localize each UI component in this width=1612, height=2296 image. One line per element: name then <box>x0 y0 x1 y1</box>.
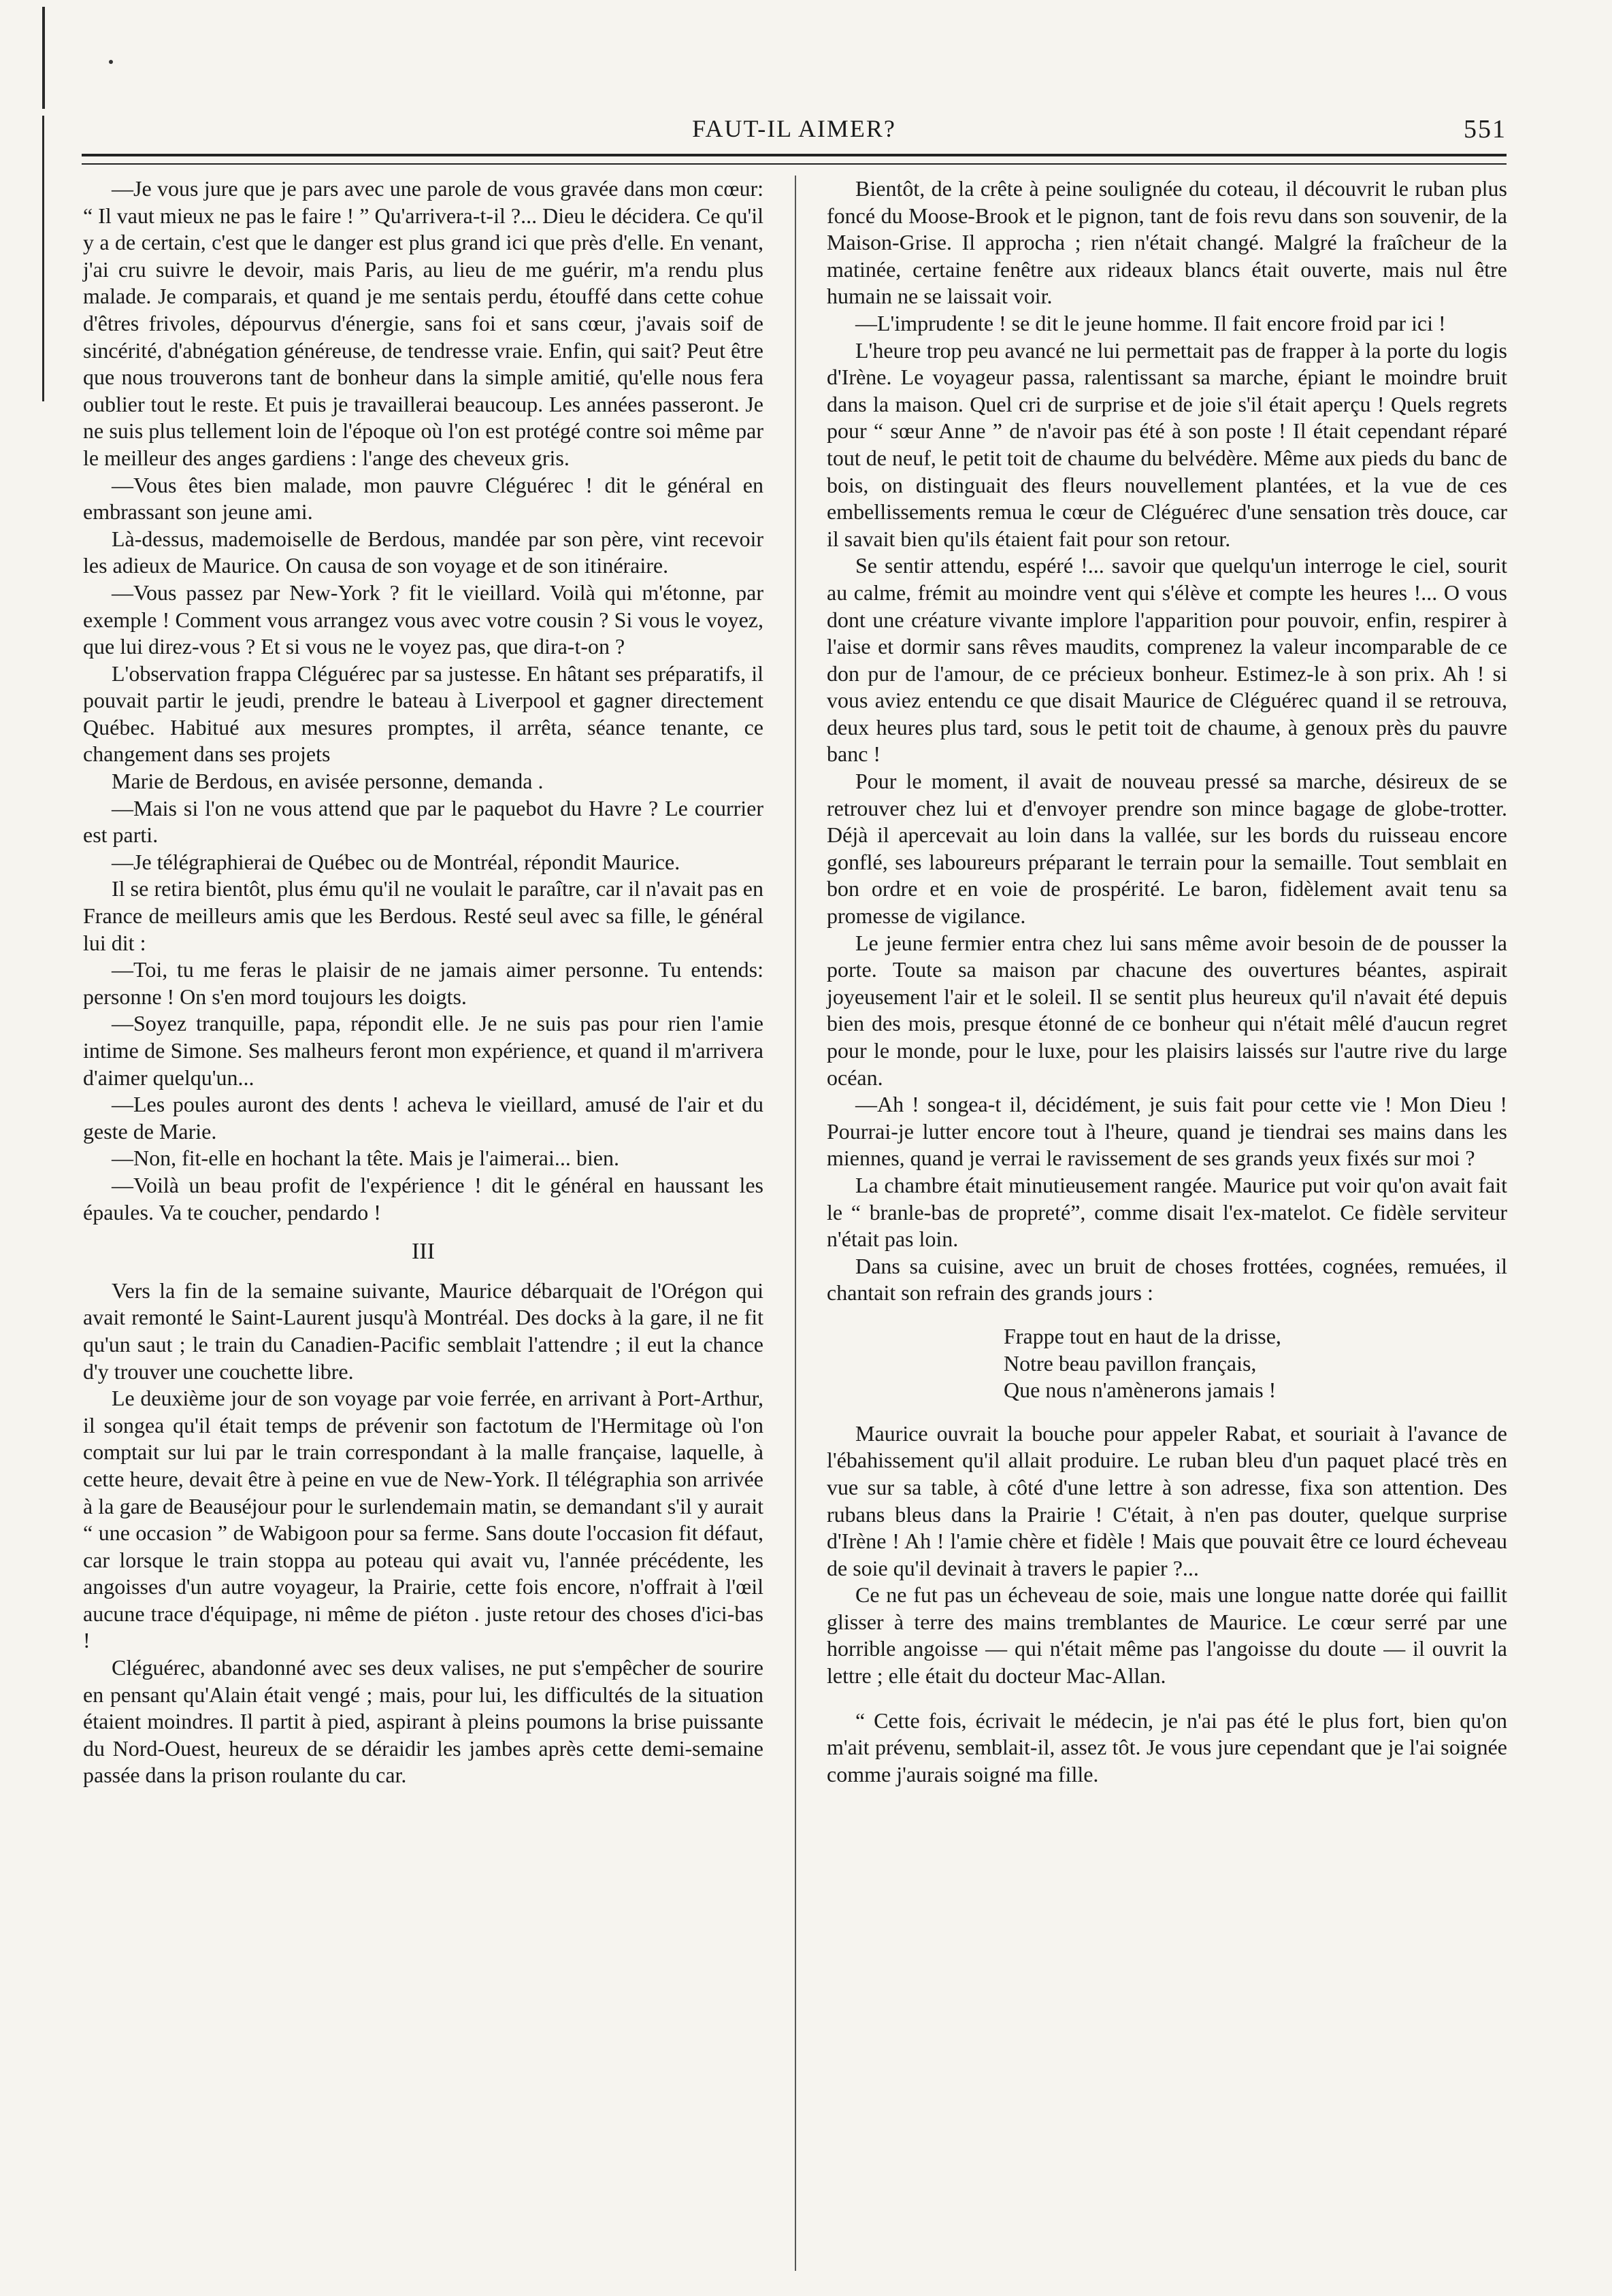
running-title: FAUT-IL AIMER? <box>692 115 896 142</box>
paragraph: Ce ne fut pas un écheveau de soie, mais une longue natte dorée qui faillit glisser à terre des mains tremblantes de Maurice. Le cœur serré par une horrible angoisse — qui n'était même pas l'angoisse du doute — il ouvrit la lettre ; elle était du docteur Mac-Allan. <box>827 1582 1507 1688</box>
paragraph: —Voilà un beau profit de l'expérience ! dit le général en haussant les épaules. Va te coucher, pendardo ! <box>83 1172 763 1225</box>
paragraph: —Toi, tu me feras le plaisir de ne jamais aimer personne. Tu entends: personne ! On s'en mord toujours les doigts. <box>83 957 763 1009</box>
paragraph: —Les poules auront des dents ! acheva le vieillard, amusé de l'air et du geste de Marie. <box>83 1092 763 1144</box>
paragraph: Bientôt, de la crête à peine soulignée du coteau, il découvrit le ruban plus foncé du Moose-Brook et le pignon, tant de fois revu dans son souvenir, de la Maison-Grise. Il approcha ; rien n'était changé. Malgré la fraîcheur de la matinée, certaine fenêtre aux rideaux blancs était ouverte, mais nul être humain ne se laissait voir. <box>827 176 1507 309</box>
running-header <box>82 114 1507 152</box>
verse-line: Que nous n'amènerons jamais ! <box>1004 1378 1277 1403</box>
paragraph: —Ah ! songea-t il, décidément, je suis fait pour cette vie ! Mon Dieu ! Pourrai-je lutter encore tout à l'heure, quand je tiendrai ses mains dans les miennes, quand je verrai le ravissement de ses grands yeux fixés sur moi ? <box>827 1092 1507 1171</box>
paragraph: Marie de Berdous, en avisée personne, demanda . <box>112 769 544 794</box>
paragraph: —Mais si l'on ne vous attend que par le paquebot du Havre ? Le courrier est parti. <box>83 795 763 848</box>
section-heading: III <box>412 1239 435 1265</box>
paragraph: Pour le moment, il avait de nouveau pressé sa marche, désireux de se retrouver chez lui et d'envoyer prendre son mince bagage de globe-trotter. Déjà il apercevait au loin dans la vallée, sur les bords du ruisseau encore gonflé, ses laboureurs préparant le terrain pour la semaille. Tout semblait en bon ordre et en voie de prospérité. Le baron, fidèlement avait tenu sa promesse de vigilance. <box>827 769 1507 929</box>
verse-line: Notre beau pavillon français, <box>1004 1350 1257 1376</box>
paragraph: —Soyez tranquille, papa, répondit elle. Je ne suis pas pour rien l'amie intime de Simone. Ses malheurs feront mon expérience, et quand il m'arrivera d'aimer quelqu'un... <box>83 1011 763 1090</box>
paragraph: —Non, fit-elle en hochant la tête. Mais je l'aimerai... bien. <box>112 1146 619 1171</box>
paragraph: La chambre était minutieusement rangée. Maurice put voir qu'on avait fait le “ branle-bas de propreté”, comme disait l'ex-matelot. Ce fidèle serviteur n'était pas loin. <box>827 1172 1507 1252</box>
ink-dot <box>109 60 113 64</box>
page-number: 551 <box>1464 115 1507 144</box>
margin-bar <box>42 7 45 109</box>
column-divider <box>795 176 796 2271</box>
paragraph: —Je vous jure que je pars avec une parole de vous gravée dans mon cœur: “ Il vaut mieux ne pas le faire ! ” Qu'arrivera-t-il ?... Dieu le décidera. Ce qu'il y a de certain, c'est que le danger est plus grand ici que près d'elle. En venant, j'ai cru suivre le devoir, mais Paris, au lieu de me guérir, m'a rendu plus malade. Je comparais, et quand je me sentais perdu, étouffé dans cette cohue d'êtres frivoles, dépourvus d'énergie, sans foi et sans cœur, j'avais soif de sincérité, d'abnégation généreuse, de tendresse vraie. Enfin, qui sait? Peut être que nous trouverons tant de bonheur dans la simple amitié, qu'elle nous fera oublier tout le reste. Et puis je travaillerai beaucoup. Les années passeront. Je ne suis plus tellement loin de l'époque où l'on est protégé contre soi même par le meilleur des anges gardiens : l'ange des cheveux gris. <box>83 176 763 470</box>
paragraph: L'heure trop peu avancé ne lui permettait pas de frapper à la porte du logis d'Irène. Le voyageur passa, ralentissant sa marche, épiant le moindre bruit dans la maison. Quel cri de surprise et de joie s'il était aperçu ! Quels regrets pour “ sœur Anne ” de n'avoir pas été à son poste ! Il était cependant réparé tout de neuf, le petit toit de chaume du belvédère. Même aux pieds du banc de bois, on distinguait des fleurs nouvellement plantées, et la vue de ces embellissements remua le cœur de Cléguérec d'une sensation très douce, car il savait bien qu'ils étaient fait pour son retour. <box>827 337 1507 551</box>
header-rule <box>82 154 1507 165</box>
paragraph: Cléguérec, abandonné avec ses deux valises, ne put s'empêcher de sourire en pensant qu'Alain était vengé ; mais, pour lui, les difficultés de la situation étaient moindres. Il partit à pied, aspirant à pleins poumons la brise puissante du Nord-Ouest, heureux de se déraidir les jambes après cette demi-semaine passée dans la prison roulante du car. <box>83 1655 763 1788</box>
paragraph: —Vous êtes bien malade, mon pauvre Cléguérec ! dit le général en embrassant son jeune ami. <box>83 472 763 525</box>
right-column <box>827 176 1507 1788</box>
paragraph: Le jeune fermier entra chez lui sans même avoir besoin de de pousser la porte. Toute sa maison par chacune des ouvertures béantes, aspirait joyeusement l'air et le soleil. Il se sentit plus heureux qu'il n'avait été depuis bien des mois, presque étonné de ce bonheur qui n'était mêlé d'aucun regret pour le monde, pour le luxe, pour les plaisirs laissés sur l'autre rive du large océan. <box>827 930 1507 1090</box>
paragraph: Se sentir attendu, espéré !... savoir que quelqu'un interroge le ciel, sourit au calme, frémit au moindre vent qui s'élève et compte les heures !... O vous dont une créature vivante implore l'apparition pour pouvoir, enfin, respirer à l'aise et dormir sans rêves maudits, comprenez la valeur incomparable de ce don pur de l'amour, de ce précieux bonheur. Estimez-le à son prix. Ah ! si vous aviez entendu ce que disait Maurice de Cléguérec quand il se retrouva, deux heures plus tard, sous le petit toit de chaume, à genoux près du pauvre banc ! <box>827 553 1507 767</box>
verse-line: Frappe tout en haut de la drisse, <box>1004 1323 1281 1348</box>
paragraph: Là-dessus, mademoiselle de Berdous, mandée par son père, vint recevoir les adieux de Maurice. On causa de son voyage et de son itinéraire. <box>83 526 763 578</box>
paragraph: Il se retira bientôt, plus ému qu'il ne voulait le paraître, car il n'avait pas en France de meilleurs amis que les Berdous. Resté seul avec sa fille, le général lui dit : <box>83 876 763 955</box>
paragraph: Dans sa cuisine, avec un bruit de choses frottées, cognées, remuées, il chantait son refrain des grands jours : <box>827 1253 1507 1305</box>
song-verse <box>1004 1323 1507 1404</box>
paragraph: L'observation frappa Cléguérec par sa justesse. En hâtant ses préparatifs, il pouvait partir le jeudi, prendre le bateau à Liverpool et gagner directement Québec. Habitué aux mesures promptes, il arrêta, séance tenante, ce changement dans ses projets <box>83 661 763 767</box>
paragraph: Maurice ouvrait la bouche pour appeler Rabat, et souriait à l'avance de l'ébahissement qu'il allait produire. Le ruban bleu d'un paquet placé très en vue sur sa table, à côté d'une lettre à son adresse, fixa son attention. Des rubans bleus dans la Prairie ! C'était, à n'en pas douter, quelque surprise d'Irène ! Ah ! l'amie chère et fidèle ! Mais que pouvait être ce lourd écheveau de soie qu'il devinait à travers le papier ?... <box>827 1420 1507 1580</box>
paragraph: “ Cette fois, écrivait le médecin, je n'ai pas été le plus fort, bien qu'on m'ait prévenu, semblait-il, assez tôt. Je vous jure cependant que je l'ai soignée comme j'aurais soigné ma fille. <box>827 1708 1507 1786</box>
paragraph: Vers la fin de la semaine suivante, Maurice débarquait de l'Orégon qui avait remonté le Saint-Laurent jusqu'à Montréal. Des docks à la gare, il ne fit qu'un saut ; le train du Canadien-Pacific semblait l'attendre ; il eut la chance d'y trouver une couchette libre. <box>83 1278 763 1384</box>
left-column <box>83 176 763 1789</box>
paragraph: —Je télégraphierai de Québec ou de Montréal, répondit Maurice. <box>112 849 680 874</box>
paragraph: Le deuxième jour de son voyage par voie ferrée, en arrivant à Port-Arthur, il songea qu'il était temps de prévenir son factotum de l'Hermitage où l'on comptait sur lui par le train correspondant à la malle française, laquelle, à cette heure, devait être à peine en vue de New-York. Il télégraphia son arrivée à la gare de Beauséjour pour le surlendemain matin, se demandant s'il y aurait “ une occasion ” de Wabigoon pour sa ferme. Sans doute l'occasion fit défaut, car lorsque le train stoppa au poteau qui avait vu, l'année précédente, les angoisses d'un autre voyageur, la Prairie, cette fois encore, n'offrait à l'œil aucune trace d'équipage, ni même de piéton . juste retour des choses d'ici-bas ! <box>83 1386 763 1653</box>
paragraph: —Vous passez par New-York ? fit le vieillard. Voilà qui m'étonne, par exemple ! Comment vous arrangez vous avec votre cousin ? Si vous le voyez, que lui direz-vous ? Et si vous ne le voyez pas, que dira-t-on ? <box>83 580 763 659</box>
margin-bar <box>42 116 44 401</box>
paragraph: —L'imprudente ! se dit le jeune homme. Il fait encore froid par ici ! <box>855 310 1446 335</box>
